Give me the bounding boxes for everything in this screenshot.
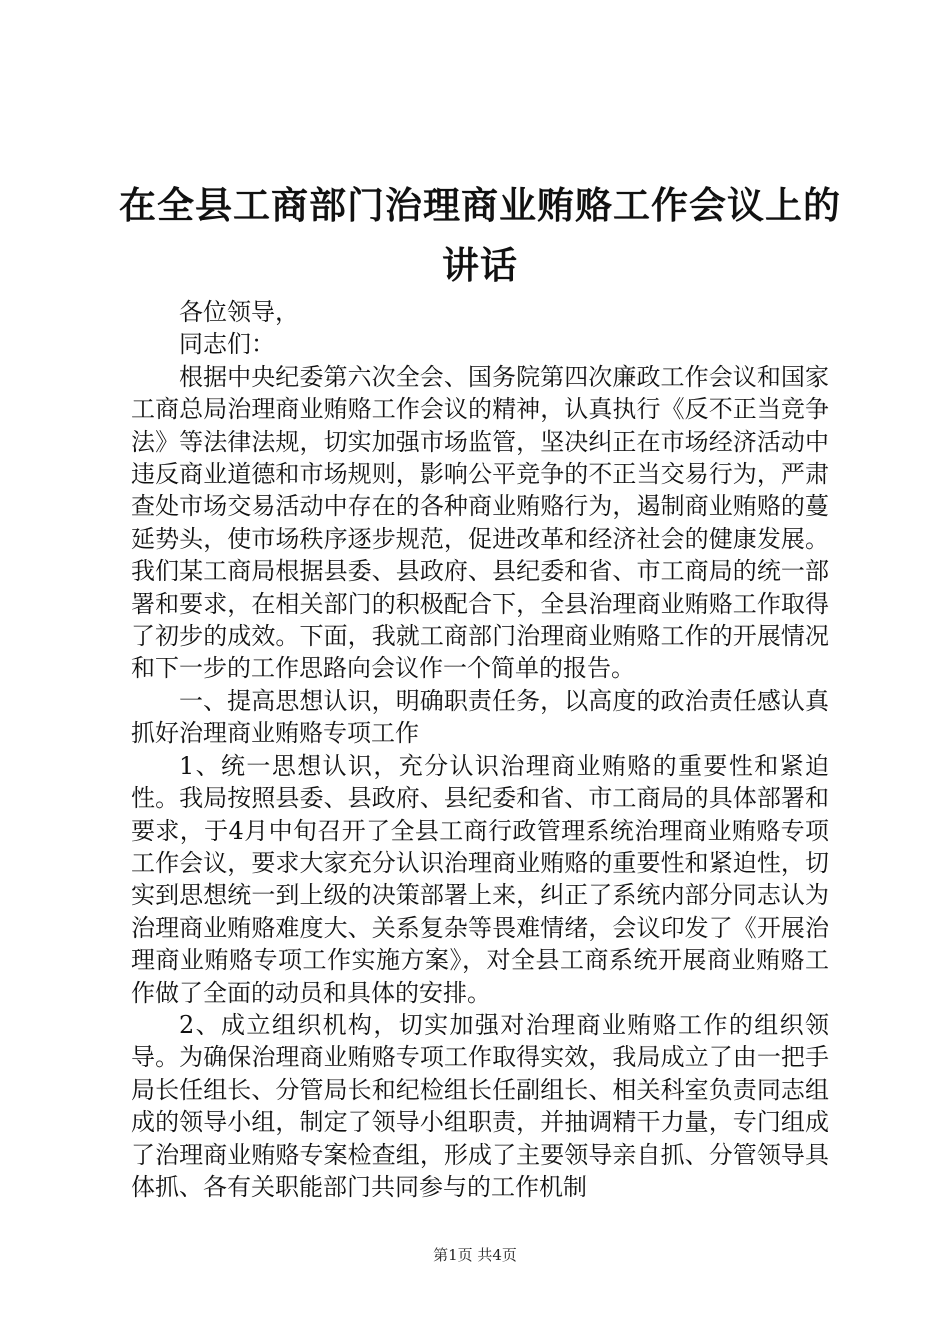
- document-body: [131, 296, 829, 1203]
- document-title: 在全县工商部门治理商业贿赂工作会议上的讲话: [119, 184, 841, 287]
- paragraph-intro: 根据中央纪委第六次全会、国务院第四次廉政工作会议和国家工商总局治理商业贿赂工作会议的精神，认真执行《反不正当竞争法》等法律法规，切实加强市场监管，坚决纠正在市场经济活动中违反商业道德和市场规则，影响公平竞争的不正当交易行为，严肃查处市场交易活动中存在的各种商业贿赂行为，遏制商业贿赂的蔓延势头，使市场秩序逐步规范，促进改革和经济社会的健康发展。我们某工商局根据县委、县政府、县纪委和省、市工商局的统一部署和要求，在相关部门的积极配合下，全县治理商业贿赂工作取得了初步的成效。下面，我就工商部门治理商业贿赂工作的开展情况和下一步的工作思路向会议作一个简单的报告。: [131, 362, 829, 683]
- greeting-leaders: 各位领导，: [179, 298, 299, 326]
- paragraph-item-2: 2、成立组织机构，切实加强对治理商业贿赂工作的组织领导。为确保治理商业贿赂专项工作取得实效，我局成立了由一把手局长任组长、分管局长和纪检组长任副组长、相关科室负责同志组成的领导小组，制定了领导小组职责，并抽调精干力量，专门组成了治理商业贿赂专案检查组，形成了主要领导亲自抓、分管领导具体抓、各有关职能部门共同参与的工作机制: [131, 1010, 829, 1201]
- greeting-comrades: 同志们：: [179, 330, 275, 359]
- page-footer: 第1页 共4页: [433, 1246, 517, 1264]
- paragraph-item-1: 1、统一思想认识，充分认识治理商业贿赂的重要性和紧迫性。我局按照县委、县政府、县纪委和省、市工商局的具体部署和要求，于4月中旬召开了全县工商行政管理系统治理商业贿赂专项工作会议，要求大家充分认识治理商业贿赂的重要性和紧迫性，切实到思想统一到上级的决策部署上来，纠正了系统内部分同志认为治理商业贿赂难度大、关系复杂等畏难情绪，会议印发了《开展治理商业贿赂专项工作实施方案》，对全县工商系统开展商业贿赂工作做了全面的动员和具体的安排。: [131, 751, 829, 1007]
- section-heading-1: 一、提高思想认识，明确职责任务，以高度的政治责任感认真抓好治理商业贿赂专项工作: [131, 686, 829, 748]
